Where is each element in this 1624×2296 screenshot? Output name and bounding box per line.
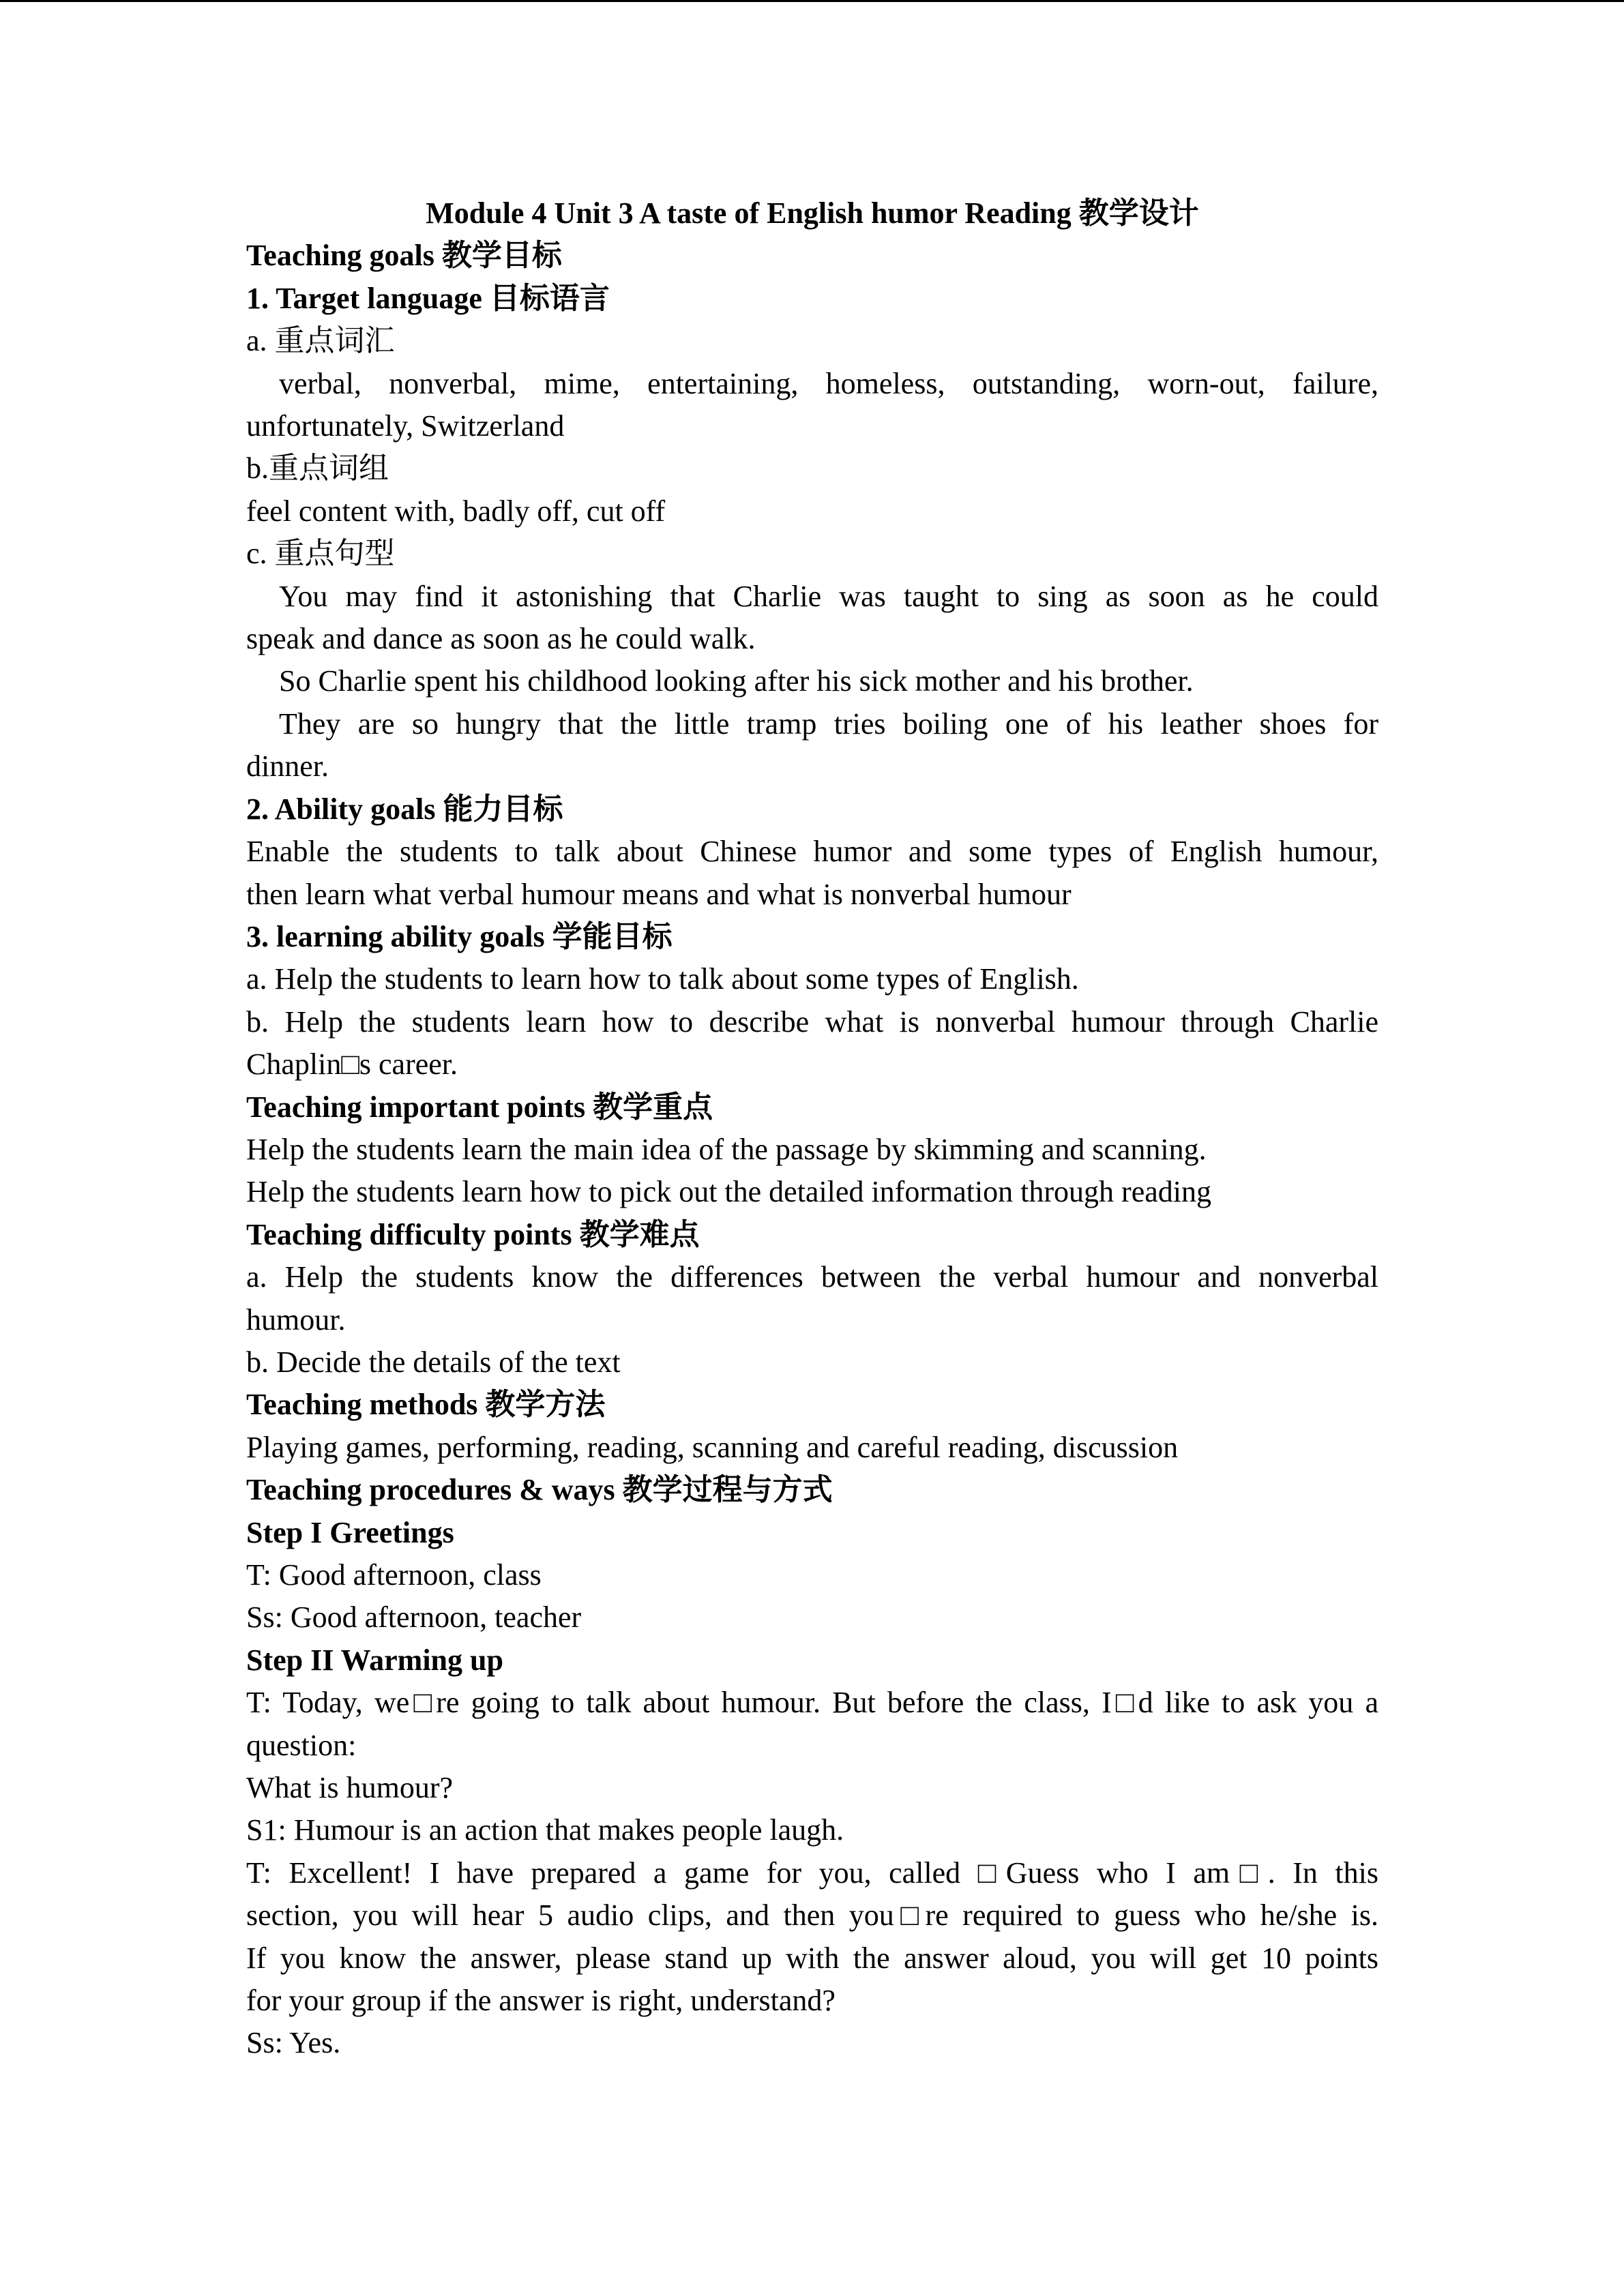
learning-item-a: a. Help the students to learn how to talk about some types of English.	[246, 962, 1079, 996]
important-line-2: Help the students learn how to pick out the detailed information through reading	[246, 1175, 1211, 1209]
step-2-student-1-line: S1: Humour is an action that makes people laugh.	[246, 1813, 844, 1847]
step-2-teacher-line-1: T: Today, we□re going to talk about humour. But before the class, I□d like to ask you a	[246, 1686, 1378, 1720]
sentences-label: c. 重点句型	[246, 537, 395, 571]
document-title: Module 4 Unit 3 A taste of English humor Reading 教学设计	[426, 196, 1199, 230]
teaching-goals-heading: Teaching goals 教学目标	[246, 239, 562, 273]
learning-item-b-line-1: b. Help the students learn how to describe what is nonverbal humour through Charlie	[246, 1004, 1378, 1039]
step-2-teacher-2-line-3: If you know the answer, please stand up with the answer aloud, you will get 10 points	[246, 1941, 1378, 1975]
vocab-label: a. 重点词汇	[246, 324, 395, 358]
step-1-teacher-line: T: Good afternoon, class	[246, 1558, 542, 1592]
ability-goals-heading: 2. Ability goals 能力目标	[246, 792, 563, 826]
sentence-3-line-1: They are so hungry that the little tramp tries boiling one of his leather shoes for	[279, 706, 1378, 741]
difficulty-item-a-line-2: humour.	[246, 1302, 346, 1337]
teaching-methods-heading: Teaching methods 教学方法	[246, 1388, 606, 1422]
target-language-heading: 1. Target language 目标语言	[246, 281, 610, 315]
step-2-students-line: Ss: Yes.	[246, 2026, 341, 2060]
page-top-border	[0, 0, 1624, 2]
document-page	[246, 192, 1378, 2065]
step-2-question: What is humour?	[246, 1771, 454, 1805]
sentence-2: So Charlie spent his childhood looking after his sick mother and his brother.	[279, 664, 1194, 698]
difficulty-item-b: b. Decide the details of the text	[246, 1345, 621, 1379]
sentence-1-line-2: speak and dance as soon as he could walk.	[246, 622, 756, 656]
learning-goals-heading: 3. learning ability goals 学能目标	[246, 919, 673, 953]
difficulty-item-a-line-1: a. Help the students know the differences between the verbal humour and nonverbal	[246, 1260, 1378, 1294]
vocab-line-2: unfortunately, Switzerland	[246, 409, 565, 443]
step-1-heading: Step I Greetings	[246, 1515, 454, 1549]
sentence-3-line-2: dinner.	[246, 749, 329, 784]
step-1-students-line: Ss: Good afternoon, teacher	[246, 1600, 582, 1635]
ability-line-1: Enable the students to talk about Chinese humor and some types of English humour,	[246, 835, 1378, 869]
learning-item-b-line-2: Chaplin□s career.	[246, 1047, 458, 1082]
step-2-teacher-2-line-2: section, you will hear 5 audio clips, and then you□re required to guess who he/she is.	[246, 1898, 1378, 1933]
vocab-line-1: verbal, nonverbal, mime, entertaining, homeless, outstanding, worn-out, failure,	[279, 366, 1378, 400]
teaching-methods-line: Playing games, performing, reading, scanning and careful reading, discussion	[246, 1430, 1179, 1464]
important-points-heading: Teaching important points 教学重点	[246, 1090, 713, 1124]
important-line-1: Help the students learn the main idea of the passage by skimming and scanning.	[246, 1132, 1207, 1166]
phrases-line: feel content with, badly off, cut off	[246, 494, 666, 528]
sentence-1-line-1: You may find it astonishing that Charlie was taught to sing as soon as he could	[279, 579, 1378, 613]
step-2-teacher-2-line-1: T: Excellent! I have prepared a game for you, called □Guess who I am□. In this	[246, 1855, 1378, 1890]
phrases-label: b.重点词组	[246, 451, 389, 486]
step-2-heading: Step II Warming up	[246, 1643, 503, 1677]
procedures-heading: Teaching procedures & ways 教学过程与方式	[246, 1473, 833, 1507]
difficulty-points-heading: Teaching difficulty points 教学难点	[246, 1217, 700, 1251]
step-2-teacher-2-line-4: for your group if the answer is right, understand?	[246, 1984, 836, 2018]
ability-line-2: then learn what verbal humour means and what is nonverbal humour	[246, 877, 1072, 911]
step-2-teacher-line-2: question:	[246, 1728, 357, 1762]
